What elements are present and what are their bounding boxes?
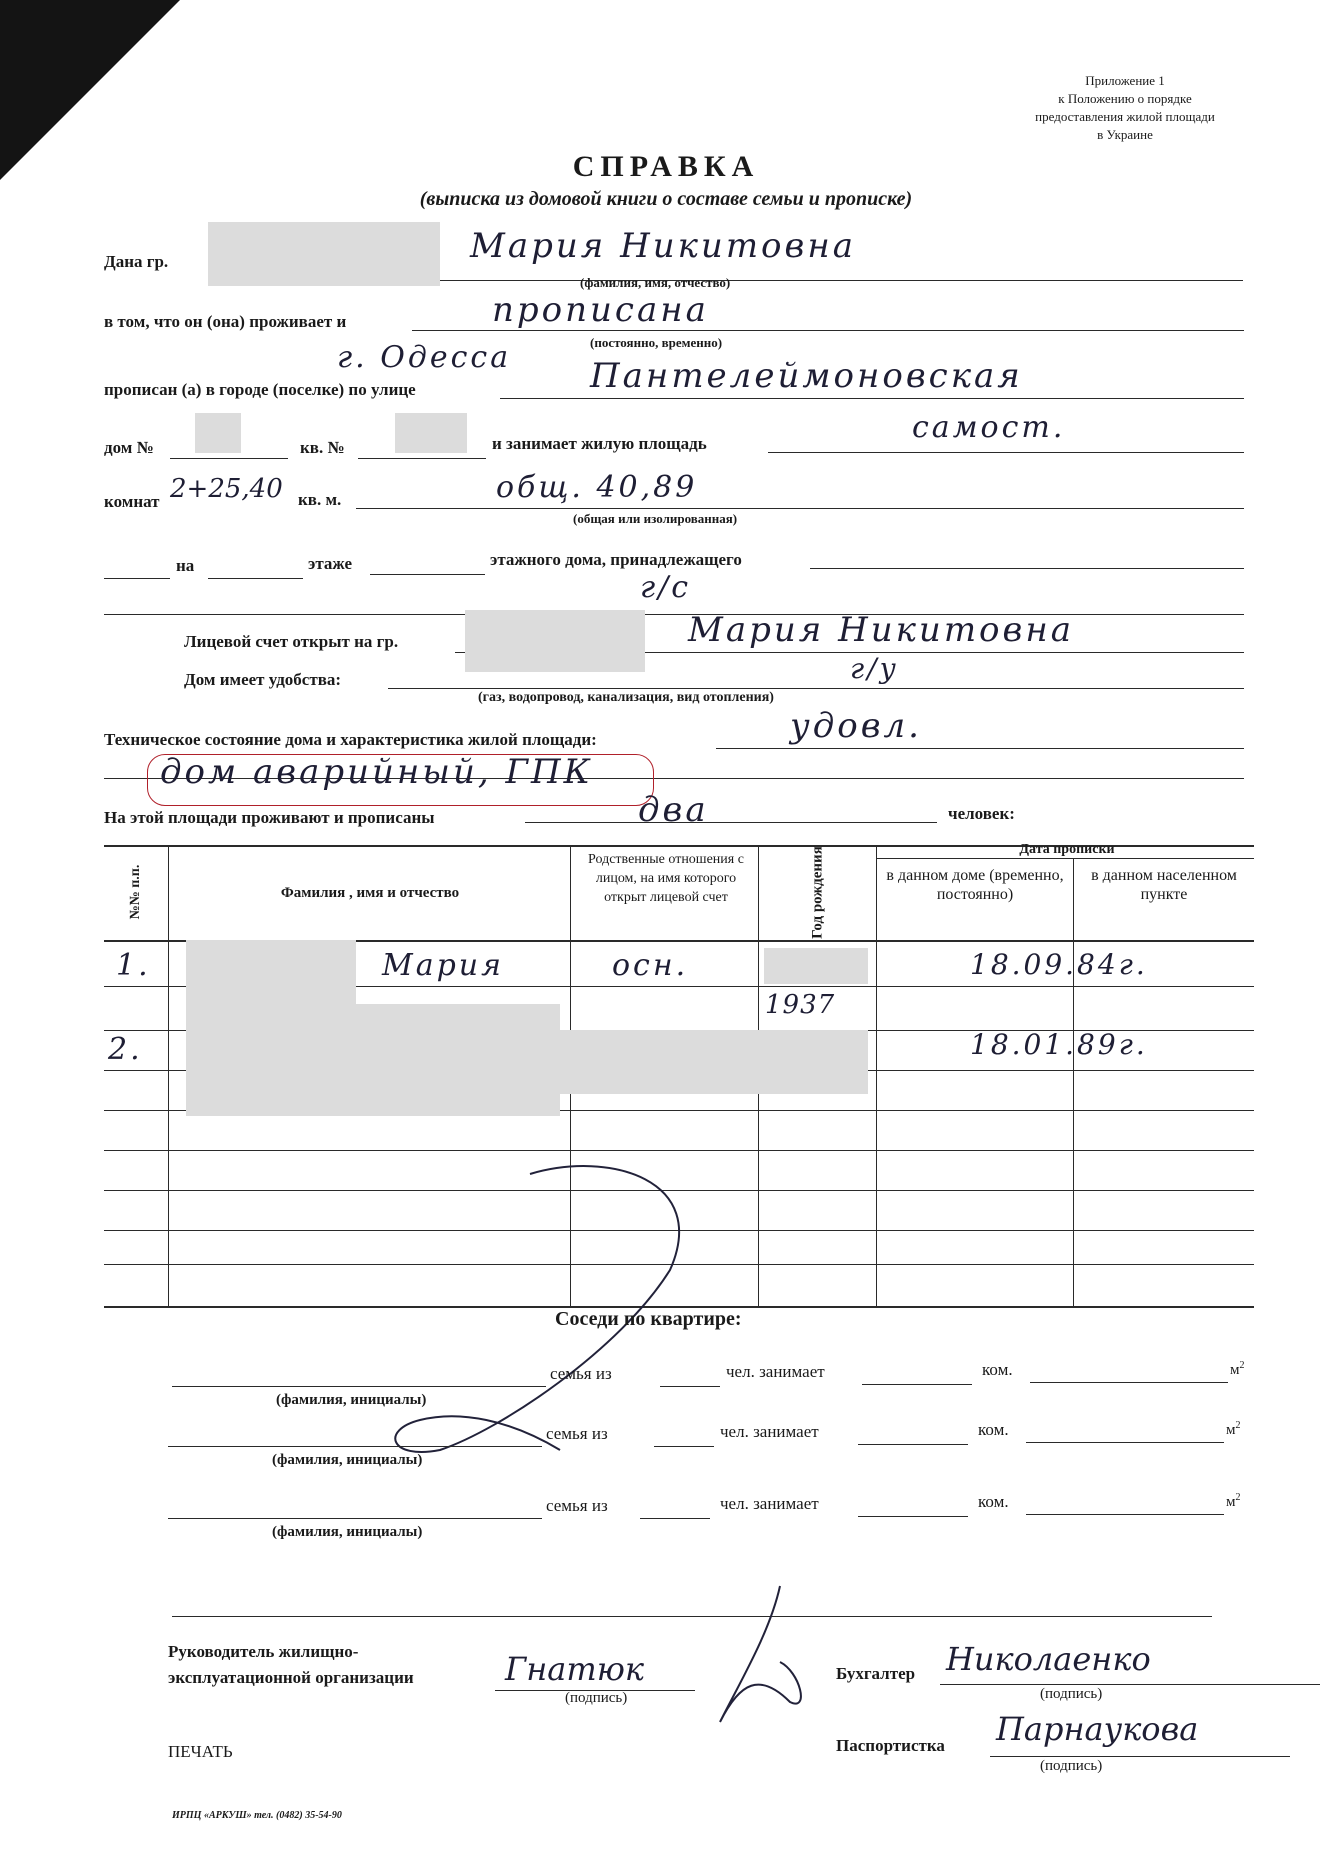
persons-occupies: чел. занимает (720, 1422, 819, 1441)
unit-sup: 2 (1235, 1420, 1241, 1431)
residents-line (525, 822, 937, 823)
stamp-label: ПЕЧАТЬ (168, 1742, 233, 1761)
on-label: на (176, 556, 195, 575)
tech-value-2: дом аварийный, ГПК (160, 752, 593, 792)
account-label: Лицевой счет открыт на гр. (184, 632, 399, 651)
residents-value: два (638, 790, 709, 830)
rooms-label: ком. (978, 1420, 1009, 1439)
owner-value: г/с (640, 570, 692, 605)
table-col-divider (1073, 858, 1074, 1306)
street-line (500, 398, 1244, 399)
apt-label: кв. № (300, 438, 345, 457)
unit: м (1230, 1362, 1240, 1378)
appendix-line: в Украине (1097, 127, 1153, 142)
persons-occupies: чел. занимает (726, 1362, 825, 1381)
occupies-value: самост. (912, 410, 1066, 445)
floor-line (208, 578, 303, 579)
row-year: 1937 (765, 990, 836, 1020)
redacted-surname (208, 222, 440, 286)
neighbor-name-line (168, 1518, 542, 1519)
col-name-header: Фамилия , имя и отчество (280, 885, 460, 901)
tech-line (716, 748, 1244, 749)
accountant-label: Бухгалтер (836, 1664, 916, 1683)
rooms-line (1030, 1382, 1228, 1383)
passport-sig-caption: (подпись) (1040, 1758, 1103, 1774)
accountant-sig-line (940, 1684, 1320, 1685)
redacted-name-2 (186, 1004, 560, 1116)
row-house-date: 18.09.84г. (970, 948, 1148, 981)
resides-value: прописана (492, 290, 709, 330)
unit-label (1226, 1420, 1241, 1439)
unit-sup: 2 (1235, 1492, 1241, 1503)
amenities-line (388, 688, 1244, 689)
accountant-signature: Николаенко (946, 1640, 1151, 1678)
house-label: дом № (104, 438, 154, 457)
storeys-line (370, 574, 485, 575)
rooms-value: 2+25,40 (170, 474, 283, 504)
redacted-relation-2 (550, 1030, 868, 1094)
unit: м (1226, 1422, 1236, 1438)
floors-count-line (104, 578, 170, 579)
family-label: семья из (546, 1496, 608, 1515)
appendix-line: к Положению о порядке (1058, 91, 1192, 106)
owner-line (810, 568, 1244, 569)
issued-to-caption: (фамилия, имя, отчество) (580, 275, 731, 290)
initials-caption: (фамилия, инициалы) (276, 1392, 427, 1408)
house-line (170, 458, 288, 459)
area-value: общ. 40,89 (496, 470, 698, 505)
tech-label: Техническое состояние дома и характеристика жилой площади: (104, 730, 597, 749)
document-subtitle: (выписка из домовой книги о составе семьи и прописке) (419, 188, 913, 210)
initials-caption: (фамилия, инициалы) (272, 1452, 423, 1468)
col-reg-house-header: в данном доме (временно, постоянно) (886, 867, 1064, 903)
family-label: семья из (546, 1424, 608, 1443)
redacted-account-surname (465, 610, 645, 672)
floor-label: этаже (308, 554, 353, 573)
document-title: СПРАВКА (572, 150, 760, 183)
rooms-label: комнат (104, 492, 160, 511)
passport-sig-line (990, 1756, 1290, 1757)
tech-value-1: удовл. (790, 706, 922, 746)
persons-label: человек: (948, 804, 1015, 823)
neighbors-title: Соседи по квартире: (555, 1308, 742, 1330)
unit-sup: 2 (1239, 1360, 1245, 1371)
redacted-house-number (195, 413, 241, 453)
rooms-line (1026, 1442, 1224, 1443)
storey-label: этажного дома, принадлежащего (490, 550, 742, 569)
head-signature: Гнатюк (505, 1650, 644, 1688)
unit-label (1226, 1492, 1241, 1511)
family-count-line (640, 1518, 710, 1519)
occupies-line (768, 452, 1244, 453)
city-value: г. Одесса (337, 340, 512, 375)
head-label-2: эксплуатационной организации (168, 1668, 414, 1687)
apt-line (358, 458, 486, 459)
accountant-sig-caption: (подпись) (1040, 1686, 1103, 1702)
residents-label: На этой площади проживают и прописаны (104, 808, 435, 827)
street-value: Пантелеймоновская (590, 356, 1023, 396)
amenities-value: г/у (850, 652, 899, 685)
head-sig-caption: (подпись) (565, 1690, 628, 1706)
occupies-line (858, 1444, 968, 1445)
col-reg-group-header: Дата прописки (1019, 842, 1115, 857)
col-relation-header: Родственные отношения с лицом, на имя которого открыт лицевой счет (588, 852, 744, 905)
row-house-date: 18.01.89г. (970, 1028, 1148, 1061)
redacted-year-1 (764, 948, 868, 984)
issued-to-label: Дана гр. (104, 252, 169, 271)
resides-label: в том, что он (она) проживает и (104, 312, 347, 331)
redacted-apt-number (395, 413, 467, 453)
area-line (356, 508, 1244, 509)
printer-footnote: ИРПЦ «АРКУШ» тел. (0482) 35-54-90 (172, 1810, 342, 1821)
row-num: 2. (108, 1032, 143, 1067)
table-col-divider (876, 845, 877, 1306)
passport-label: Паспортистка (836, 1736, 945, 1755)
amenities-label: Дом имеет удобства: (184, 670, 342, 689)
head-signature-flourish (680, 1582, 820, 1732)
row-name: Мария (382, 948, 504, 983)
row-relation: осн. (612, 948, 689, 983)
initials-caption: (фамилия, инициалы) (272, 1524, 423, 1540)
head-label-1: Руководитель жилищно- (168, 1642, 359, 1661)
rooms-label: ком. (982, 1360, 1013, 1379)
sqm-label: кв. м. (298, 490, 342, 509)
neighbor-name-line (172, 1386, 546, 1387)
amenities-caption: (газ, водопровод, канализация, вид отопления) (478, 690, 774, 705)
neighbor-name-line (168, 1446, 542, 1447)
area-caption: (общая или изолированная) (573, 511, 738, 526)
appendix-note (1000, 72, 1250, 144)
rooms-line (1026, 1514, 1224, 1515)
street-label: прописан (а) в городе (поселке) по улице (104, 380, 416, 399)
family-label: семья из (550, 1364, 612, 1383)
resides-caption: (постоянно, временно) (590, 335, 723, 350)
col-reg-locality-header: в данном населенном пункте (1091, 867, 1237, 903)
occupies-label: и занимает жилую площадь (492, 434, 707, 453)
resides-line (412, 330, 1244, 331)
family-count-line (660, 1386, 720, 1387)
rooms-label: ком. (978, 1492, 1009, 1511)
occupies-line (862, 1384, 972, 1385)
passport-signature: Парнаукова (996, 1710, 1199, 1748)
occupies-line (858, 1516, 968, 1517)
table-col-divider (168, 845, 169, 1306)
row-num: 1. (116, 948, 151, 983)
account-value: Мария Никитовна (688, 610, 1074, 650)
issued-to-value: Мария Никитовна (470, 226, 856, 266)
family-count-line (654, 1446, 714, 1447)
unit-label (1230, 1360, 1245, 1379)
col-year-header: Год рождения (809, 846, 826, 939)
col-num-header: №№ п.п. (128, 864, 143, 920)
appendix-line: предоставления жилой площади (1035, 109, 1215, 124)
unit: м (1226, 1494, 1236, 1510)
persons-occupies: чел. занимает (720, 1494, 819, 1513)
appendix-line: Приложение 1 (1085, 73, 1165, 88)
